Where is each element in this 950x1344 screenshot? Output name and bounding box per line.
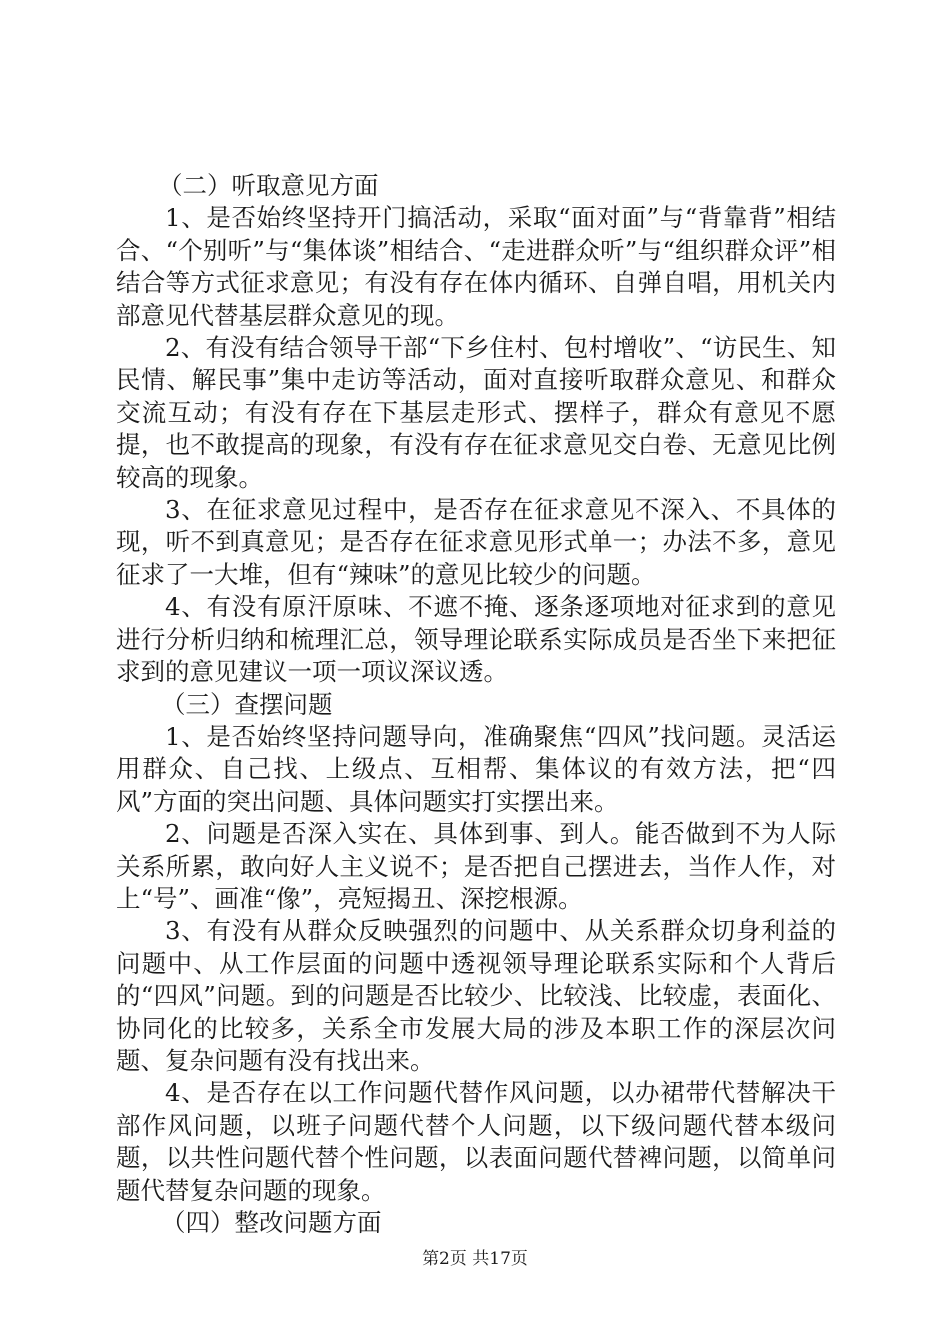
document-body bbox=[116, 170, 836, 1239]
paragraph-3-3: 3、有没有从群众反映强烈的问题中、从关系群众切身利益的问题中、从工作层面的问题中透视领导理论联系实际和个人背后的“四风”问题。到的问题是否比较少、比较浅、比较虚，表面化、协同化的比较多，关系全市发展大局的涉及本职工作的深层次问题、复杂问题有没有找出来。 bbox=[116, 916, 836, 1075]
section-heading-2: （二）听取意见方面 bbox=[158, 171, 379, 200]
paragraph-2-3: 3、在征求意见过程中，是否存在征求意见不深入、不具体的现，听不到真意见；是否存在征求意见形式单一；办法不多，意见征求了一大堆，但有“辣味”的意见比较少的问题。 bbox=[116, 495, 836, 589]
section-heading-4: （四）整改问题方面 bbox=[161, 1208, 382, 1237]
section-heading-3: （三）查摆问题 bbox=[161, 689, 333, 719]
paragraph-2-4: 4、有没有原汗原味、不遮不掩、逐条逐项地对征求到的意见进行分析归纳和梳理汇总，领导理论联系实际成员是否坐下来把征求到的意见建议一项一项议深议透。 bbox=[116, 592, 836, 687]
paragraph-3-1: 1、是否始终坚持问题导向，准确聚焦“四风”找问题。灵活运用群众、自己找、上级点、互相帮、集体议的有效方法，把“四风”方面的突出问题、具体问题实打实摆出来。 bbox=[116, 721, 836, 816]
paragraph-3-4: 4、是否存在以工作问题代替作风问题，以办裙带代替解决干部作风问题，以班子问题代替个人问题，以下级问题代替本级问题，以共性问题代替个性问题，以表面问题代替裨问题，以简单问题代替复杂问题的现象。 bbox=[116, 1078, 836, 1205]
paragraph-2-1: 1、是否始终坚持开门搞活动，采取“面对面”与“背靠背”相结合、“个别听”与“集体谈”相结合、“走进群众听”与“组织群众评”相结合等方式征求意见；有没有存在体内循环、自弹自唱，用机关内部意见代替基层群众意见的现。 bbox=[116, 203, 836, 330]
paragraph-3-2: 2、问题是否深入实在、具体到事、到人。能否做到不为人际关系所累，敢向好人主义说不；是否把自己摆进去，当作人作，对上“号”、画准“像”，亮短揭丑、深挖根源。 bbox=[116, 819, 836, 913]
paragraph-2-2: 2、有没有结合领导干部“下乡住村、包村增收”、“访民生、知民情、解民事”集中走访等活动，面对直接听取群众意见、和群众交流互动；有没有存在下基层走形式、摆样子，群众有意见不愿提，也不敢提高的现象，有没有存在征求意见交白卷、无意见比例较高的现象。 bbox=[116, 333, 836, 492]
page-number-footer: 第2页 共17页 bbox=[422, 1249, 528, 1269]
